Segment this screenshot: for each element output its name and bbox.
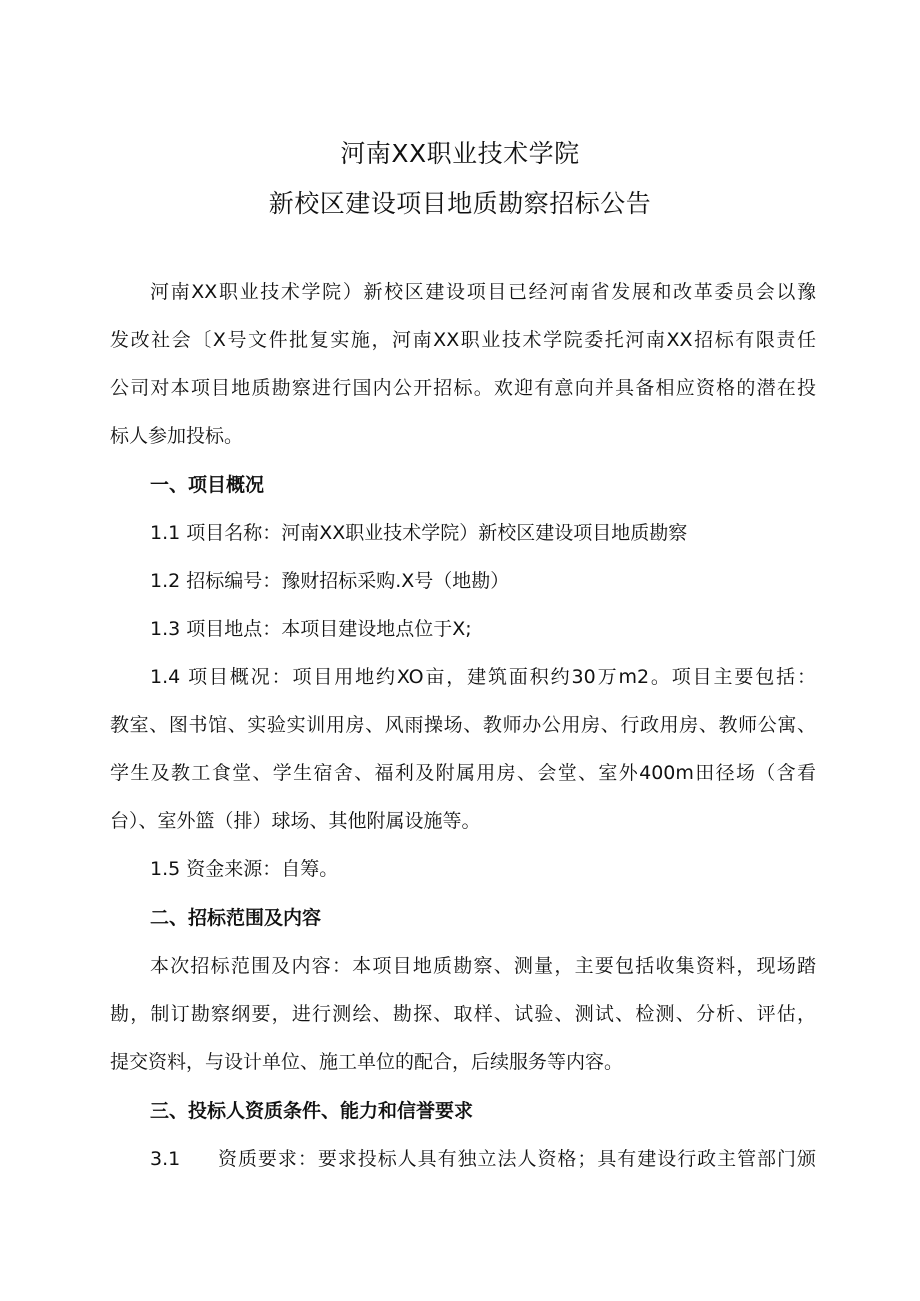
intro-line: 标人参加投标。 (110, 425, 244, 447)
section-heading: 一、项目概况 (150, 474, 265, 496)
title-line-2: 新校区建设项目地质勘察招标公告 (268, 189, 652, 218)
overview-line: 1.4 项目概况：项目用地约XO亩，建筑面积约30万m2。项目主要包括： (150, 666, 816, 688)
section-heading: 三、投标人资质条件、能力和信誉要求 (150, 1100, 474, 1122)
title-line-1: 河南XX职业技术学院 (340, 139, 580, 168)
intro-line: 河南XX职业技术学院）新校区建设项目已经河南省发展和改革委员会以豫 (150, 281, 816, 303)
scope-line: 勘，制订勘察纲要，进行测绘、勘探、取样、试验、测试、检测、分析、评估， (110, 1003, 816, 1025)
overview-line: 学生及教工食堂、学生宿舍、福利及附属用房、会堂、室外400m田径场（含看 (110, 762, 816, 784)
item-number: 3.1 (150, 1148, 181, 1170)
overview-line: 台）、室外篮（排）球场、其他附属设施等。 (110, 810, 481, 832)
list-item: 1.3 项目地点：本项目建设地点位于X; (150, 618, 472, 640)
intro-line: 公司对本项目地质勘察进行国内公开招标。欢迎有意向并具备相应资格的潜在投 (110, 377, 816, 399)
list-item: 1.2 招标编号：豫财招标采购.X号（地勘） (150, 570, 510, 592)
scope-line: 提交资料，与设计单位、施工单位的配合，后续服务等内容。 (110, 1051, 624, 1073)
scope-line: 本次招标范围及内容：本项目地质勘察、测量，主要包括收集资料，现场踏 (150, 955, 816, 977)
list-item: 1.1 项目名称：河南XX职业技术学院）新校区建设项目地质勘察 (150, 522, 688, 544)
intro-line: 发改社会〔X号文件批复实施，河南XX职业技术学院委托河南XX招标有限责任 (110, 329, 816, 351)
overview-line: 教室、图书馆、实验实训用房、风雨操场、教师办公用房、行政用房、教师公寓、 (110, 714, 816, 736)
section-heading: 二、招标范围及内容 (150, 907, 322, 929)
qualification-line: 资质要求：要求投标人具有独立法人资格；具有建设行政主管部门颁 (218, 1148, 816, 1170)
list-item: 1.5 资金来源：自筹。 (150, 858, 339, 880)
